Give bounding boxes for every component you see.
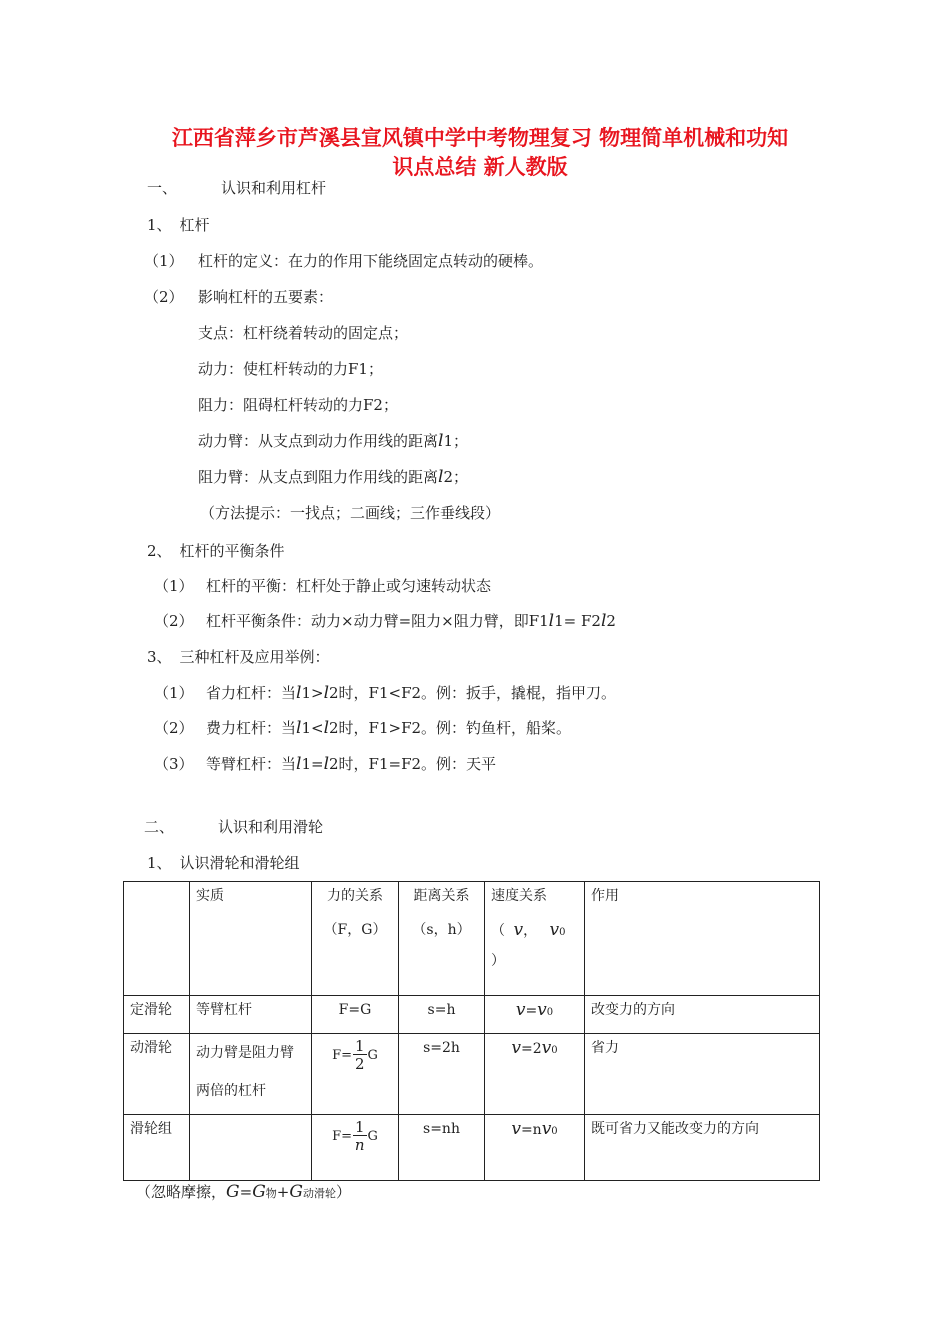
denominator: n [354, 1136, 365, 1154]
numerator: 1 [354, 1118, 365, 1136]
subscript: 动滑轮 [302, 1187, 336, 1200]
header-label: 力的关系 [327, 888, 383, 904]
table-header-row [124, 882, 820, 996]
row-speed [485, 996, 585, 1034]
symbol-l: l [600, 611, 607, 631]
subsection-1-1 [147, 215, 210, 235]
lever-type-3 [154, 754, 496, 774]
header-sub-label: （s，h） [412, 922, 471, 938]
item-text: 等臂杠杆：当 [206, 755, 297, 773]
section-number: 一、 [147, 179, 178, 197]
subsection-title: 杠杆 [179, 216, 210, 234]
symbol-v0: v [541, 1038, 552, 1058]
section-title: 认识和利用滑轮 [218, 818, 324, 836]
row-essence [190, 1115, 312, 1181]
header-cell-force [312, 882, 399, 996]
item-text: 2时，F1=F2。例：天平 [329, 755, 497, 773]
symbol-l: l [296, 683, 302, 703]
symbol-l: l [323, 683, 330, 703]
table-row [124, 1115, 820, 1181]
row-essence: 等臂杠杆 [190, 996, 312, 1034]
element-load: 阻力：阻碍杠杆转动的力F2； [198, 396, 398, 414]
subsection-number: 2、 [147, 542, 172, 560]
table-row [124, 1034, 820, 1115]
item-number: （2） [144, 288, 184, 306]
item-text: 2时，F1<F2。例：扳手，撬棍，指甲刀。 [329, 684, 617, 702]
item-text: 1= F2 [554, 612, 601, 630]
text: 动力臂：从支点到动力作用线的距离 [198, 432, 439, 450]
symbol-l: l [323, 718, 330, 738]
plus: + [276, 1183, 290, 1201]
item-balance-condition [154, 611, 616, 631]
subsection-title: 三种杠杆及应用举例： [179, 648, 330, 666]
subsection-number: 1、 [147, 854, 172, 872]
row-essence: 动力臂是阻力臂两倍的杠杆 [190, 1034, 312, 1115]
subscript: 0 [551, 1045, 558, 1056]
text: G [367, 1048, 378, 1063]
table-row [124, 996, 820, 1034]
text: 2； [443, 468, 468, 486]
document-title [120, 124, 840, 182]
lever-type-2 [154, 718, 571, 738]
item-balance [154, 576, 491, 596]
row-name: 定滑轮 [124, 996, 190, 1034]
row-force [312, 1115, 399, 1181]
row-distance: s=2h [399, 1034, 485, 1115]
fraction-one-half [353, 1038, 367, 1073]
item-text: 1> [301, 684, 324, 702]
subsection-number: 3、 [147, 648, 172, 666]
symbol-g: G [289, 1182, 303, 1202]
subsection-1-2 [147, 541, 285, 561]
item-text: 杠杆平衡条件：动力×动力臂=阻力×阻力臂，即F1 [206, 612, 549, 630]
symbol-l: l [438, 431, 444, 451]
symbol-l: l [296, 718, 302, 738]
pulley-table [123, 881, 820, 1181]
title-line-2: 识点总结 新人教版 [392, 155, 568, 179]
text: F= [332, 1129, 352, 1144]
subsection-number: 1、 [147, 216, 172, 234]
symbol-v0: v [541, 1119, 552, 1139]
paren: ） [491, 953, 505, 969]
symbol-v: v [515, 1000, 526, 1020]
symbol-l: l [296, 754, 302, 774]
item-text: 2 [606, 612, 616, 630]
text: F= [332, 1048, 352, 1063]
element-effort-arm [198, 431, 468, 451]
subsection-title: 杠杆的平衡条件 [179, 542, 285, 560]
row-force [312, 1034, 399, 1115]
text: 1； [443, 432, 468, 450]
symbol-v: v [511, 1038, 521, 1058]
subsection-2-1 [147, 853, 300, 873]
numerator: 1 [354, 1037, 365, 1055]
item-text: 费力杠杆：当 [206, 719, 297, 737]
element-fulcrum: 支点：杠杆绕着转动的固定点； [198, 324, 409, 342]
item-five-elements [144, 287, 333, 307]
item-text: 杠杆的定义：在力的作用下能绕固定点转动的硬棒。 [198, 252, 544, 270]
row-distance: s=h [399, 996, 485, 1034]
item-text: 影响杠杆的五要素： [198, 288, 334, 306]
item-text: 2时，F1>F2。例：钓鱼杆，船桨。 [329, 719, 572, 737]
header-label: 速度关系 [491, 888, 547, 904]
header-sub-label [491, 920, 578, 943]
symbol-l: l [323, 754, 330, 774]
row-name: 动滑轮 [124, 1034, 190, 1115]
row-distance: s=nh [399, 1115, 485, 1181]
item-text: 1= [301, 755, 324, 773]
subsection-title: 认识滑轮和滑轮组 [179, 854, 300, 872]
item-number: （2） [154, 719, 194, 737]
header-cell-blank [124, 882, 190, 996]
element-effort: 动力：使杠杆转动的力F1； [198, 360, 383, 378]
symbol-v0: v [537, 1000, 547, 1020]
subscript: 0 [559, 927, 566, 938]
paren: （ [491, 923, 505, 939]
symbol-l: l [548, 611, 555, 631]
method-hint: （方法提示：一找点；二画线；三作垂线段） [200, 504, 501, 522]
item-number: （1） [144, 252, 184, 270]
section-number: 二、 [144, 818, 175, 836]
symbol-g: G [252, 1182, 266, 1202]
text: G [367, 1129, 378, 1144]
fraction-one-over-n [353, 1119, 367, 1154]
row-force: F=G [312, 996, 399, 1034]
comma: ， [523, 923, 538, 939]
header-cell-speed [485, 882, 585, 996]
equals: =n [520, 1122, 542, 1138]
item-number: （1） [154, 684, 194, 702]
symbol-v: v [511, 1119, 521, 1139]
item-text: 省力杠杆：当 [206, 684, 297, 702]
section-title: 认识和利用杠杆 [221, 179, 327, 197]
row-use: 改变力的方向 [585, 996, 820, 1034]
header-label: 距离关系 [413, 888, 470, 904]
symbol-v: v [513, 920, 524, 940]
row-use: 既可省力又能改变力的方向 [585, 1115, 820, 1181]
row-speed [485, 1115, 585, 1181]
header-cell-use: 作用 [585, 882, 820, 996]
section-1-heading [147, 178, 326, 198]
title-line-1: 江西省萍乡市芦溪县宣风镇中学中考物理复习 物理简单机械和功知 [171, 126, 789, 150]
equals: =2 [520, 1041, 542, 1057]
subsection-1-3 [147, 647, 330, 667]
row-name: 滑轮组 [124, 1115, 190, 1181]
item-text: 杠杆的平衡：杠杆处于静止或匀速转动状态 [206, 577, 492, 595]
symbol-v0: v [549, 920, 560, 940]
equals: = [239, 1183, 253, 1201]
header-sub-label: （F，G） [323, 922, 387, 938]
section-2-heading [144, 817, 323, 837]
lever-type-1 [154, 683, 616, 703]
symbol-g: G [226, 1182, 240, 1202]
denominator: 2 [354, 1055, 365, 1073]
text: ） [335, 1183, 351, 1201]
item-number: （3） [154, 755, 194, 773]
row-speed [485, 1034, 585, 1115]
item-text: 1< [301, 719, 324, 737]
item-lever-definition [144, 251, 543, 271]
item-number: （1） [154, 577, 194, 595]
text: （忽略摩擦， [136, 1183, 227, 1201]
subscript: 0 [551, 1126, 558, 1137]
header-cell-distance [399, 882, 485, 996]
text: 阻力臂：从支点到阻力作用线的距离 [198, 468, 439, 486]
subscript: 0 [546, 1007, 554, 1018]
equals: = [525, 1003, 538, 1019]
item-number: （2） [154, 612, 194, 630]
subscript: 物 [265, 1187, 277, 1200]
friction-note [136, 1182, 351, 1204]
symbol-l: l [438, 467, 444, 487]
element-load-arm [198, 467, 468, 487]
row-use: 省力 [585, 1034, 820, 1115]
header-cell-essence: 实质 [190, 882, 312, 996]
